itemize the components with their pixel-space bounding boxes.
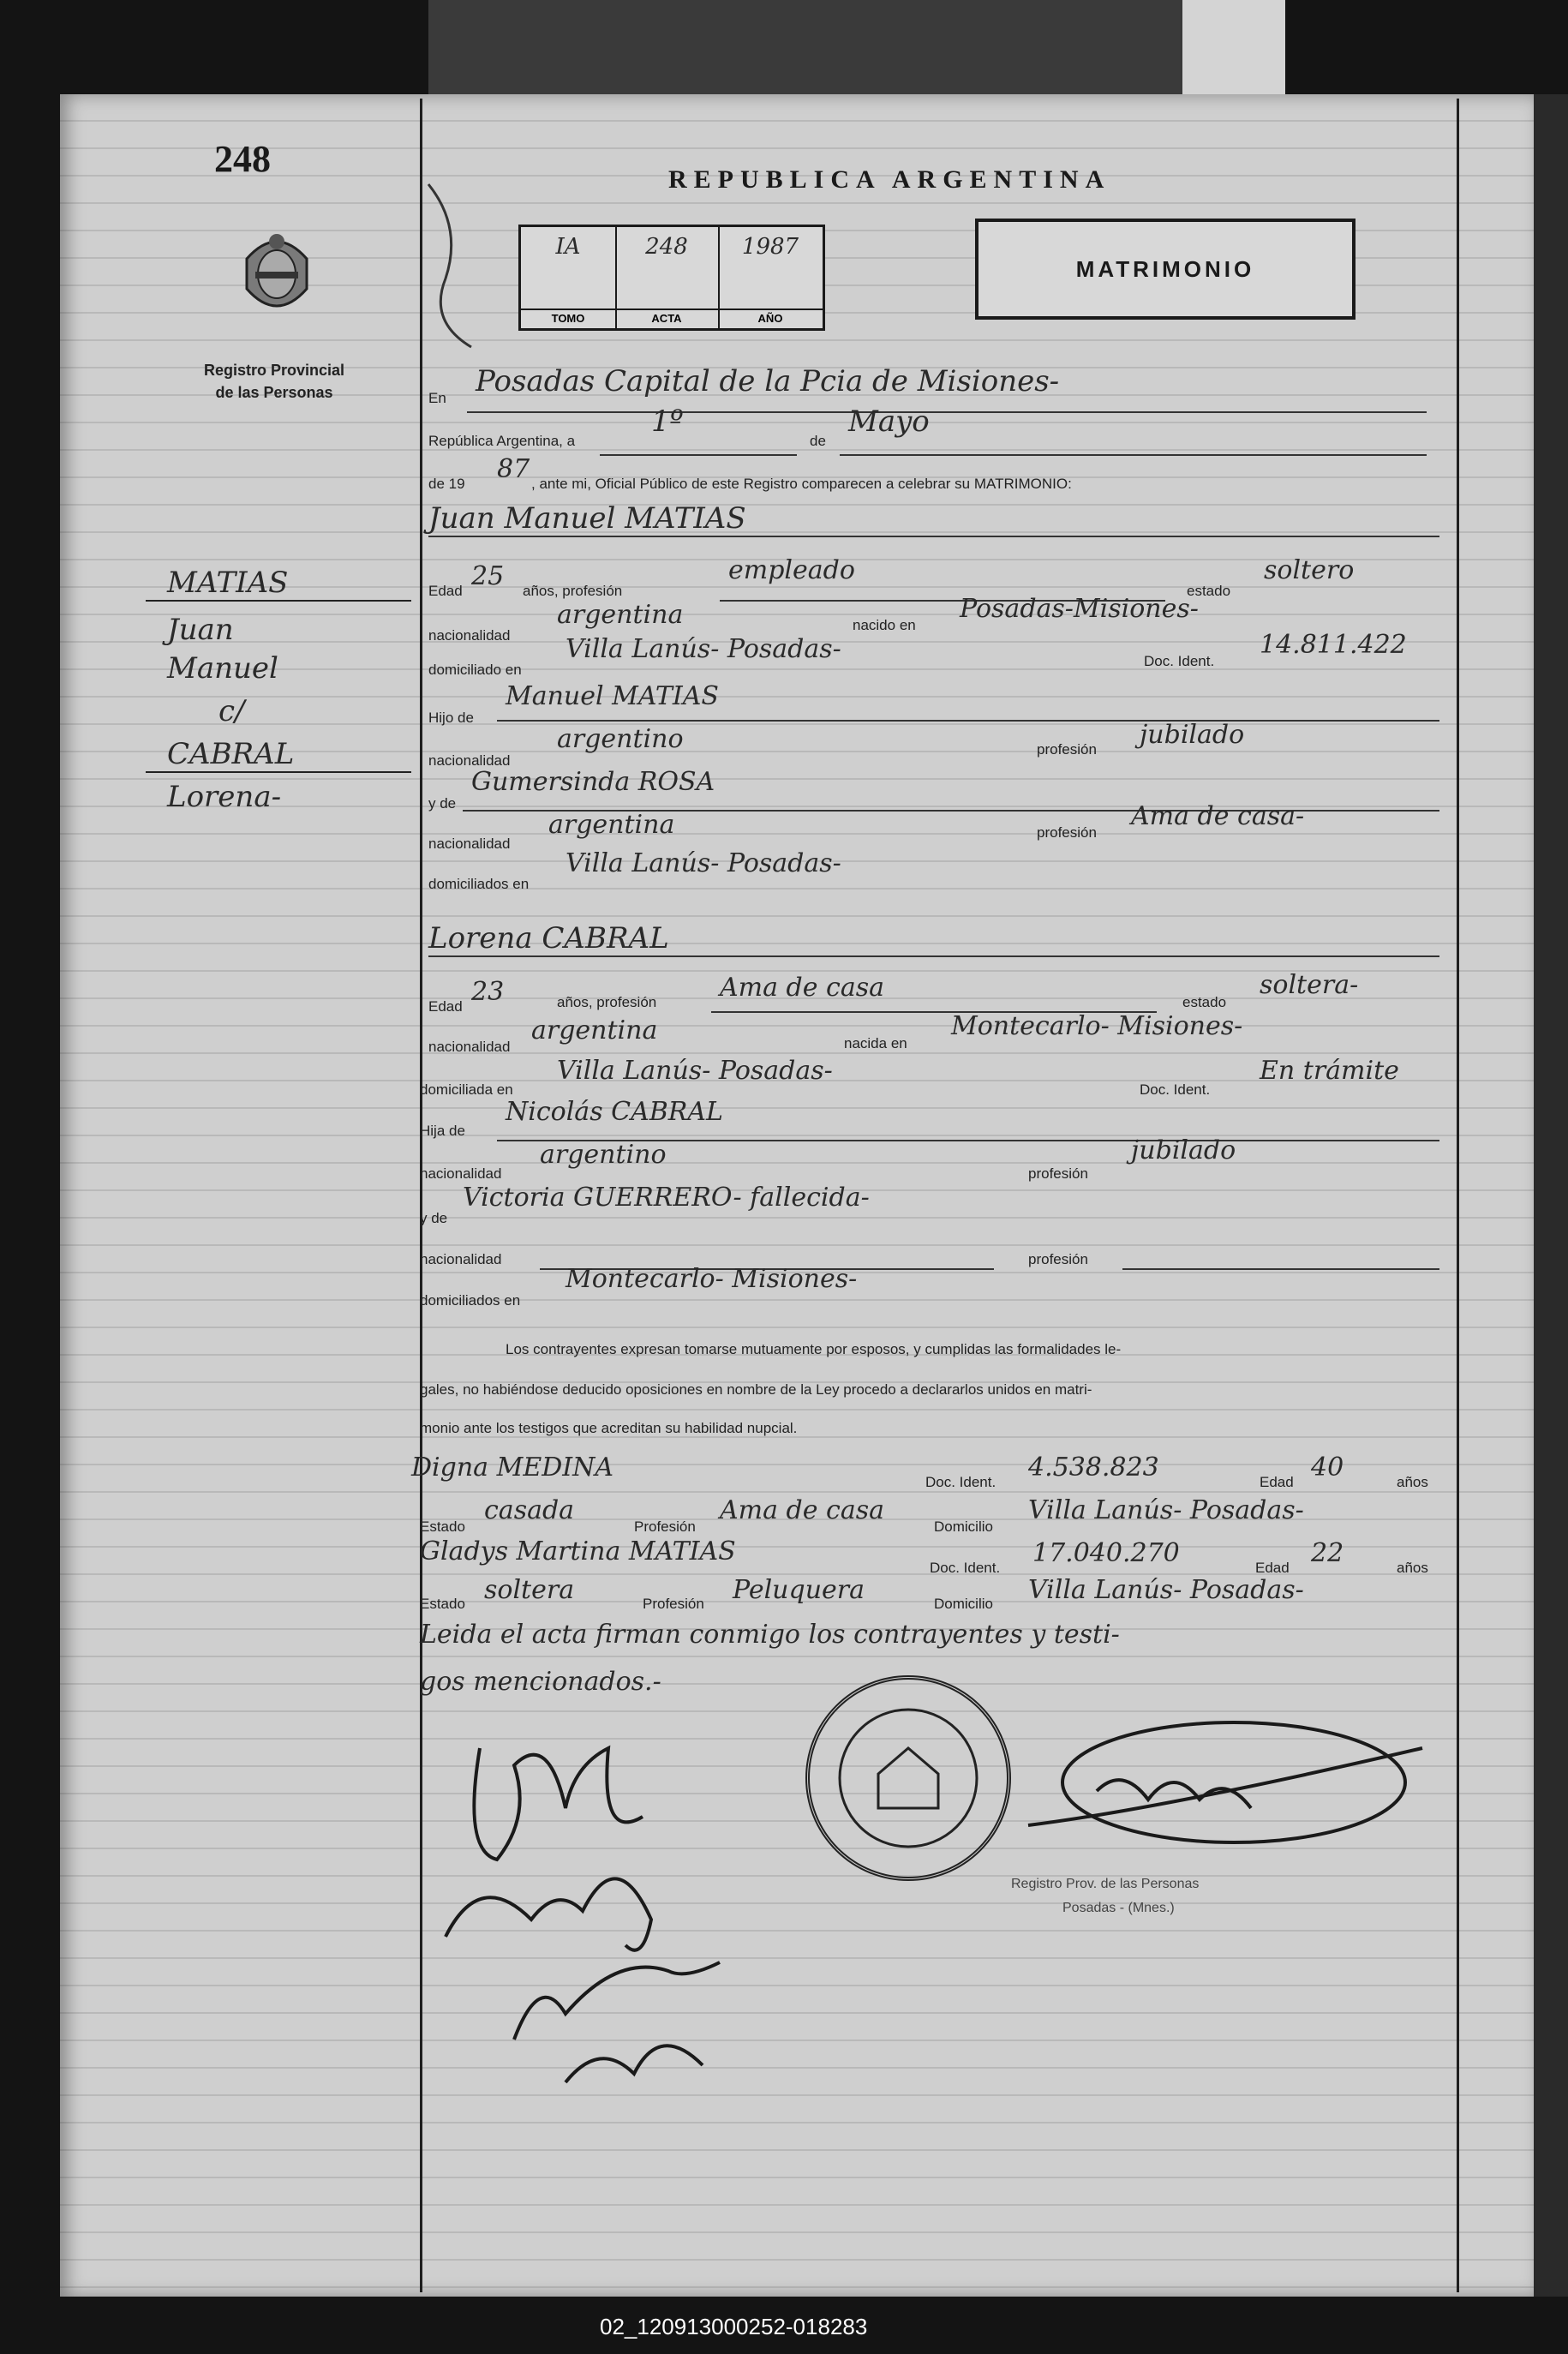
bride-father-name: Nicolás CABRAL <box>506 1097 723 1127</box>
witness2-anios-label: años <box>1397 1560 1428 1576</box>
stamp-line1: Registro Prov. de las Personas <box>1011 1877 1200 1891</box>
margin-name-bride: Lorena- <box>167 780 282 814</box>
rule-line <box>600 454 797 456</box>
bride-nacida-value: Montecarlo- Misiones- <box>951 1011 1243 1041</box>
rule-line <box>428 955 1439 957</box>
bride-nac-value: argentina <box>531 1015 658 1045</box>
book-edge <box>1534 94 1568 2297</box>
bride-estado-value: soltera- <box>1260 970 1359 1000</box>
groom-dom-label: domiciliado en <box>428 662 522 678</box>
anio-cell <box>718 227 823 328</box>
groom-father-nac-label: nacionalidad <box>428 752 511 769</box>
groom-y-de-label: y de <box>428 795 457 812</box>
bride-father-nac-label: nacionalidad <box>420 1165 502 1182</box>
groom-doc-value: 14.811.422 <box>1260 630 1407 660</box>
bride-padres-dom-label: domiciliados en <box>420 1292 521 1309</box>
witness2-estado-value: soltera <box>484 1575 575 1605</box>
bride-dom-label: domiciliada en <box>420 1081 513 1098</box>
page-number: 248 <box>214 138 271 180</box>
witness2-edad-value: 22 <box>1311 1538 1344 1568</box>
background-paper-corner <box>1182 0 1285 94</box>
margin-name-groom-1: Juan <box>167 613 234 647</box>
acta-value: 248 <box>645 234 688 260</box>
groom-doc-label: Doc. Ident. <box>1144 653 1215 669</box>
witness1-doc-label: Doc. Ident. <box>925 1474 996 1490</box>
signatures-left <box>428 1714 737 2108</box>
witness1-anios-label: años <box>1397 1474 1428 1490</box>
margin-conjunction: c/ <box>218 694 245 728</box>
witness2-edad-label: Edad <box>1255 1560 1290 1576</box>
legal-text-line3: monio ante los testigos que acreditan su habilidad nupcial. <box>420 1420 798 1436</box>
background-scrap <box>428 0 1200 94</box>
tomo-cell <box>521 227 617 328</box>
tomo-label: TOMO <box>521 308 615 325</box>
witness1-estado-value: casada <box>484 1495 575 1525</box>
anio-value-line: 87 <box>497 454 530 484</box>
right-border-line <box>1457 99 1459 2292</box>
acta-cell <box>615 227 720 328</box>
witness2-name: Gladys Martina MATIAS <box>420 1536 736 1566</box>
registry-seal <box>805 1675 1011 1881</box>
groom-nacido-value: Posadas-Misiones- <box>960 594 1199 624</box>
groom-father-nac-value: argentino <box>557 724 684 754</box>
record-number-box <box>518 225 825 331</box>
bride-doc-label: Doc. Ident. <box>1140 1081 1211 1098</box>
hijo-label: Hijo de <box>428 710 474 726</box>
registry-name-line1: Registro Provincial <box>203 362 345 379</box>
groom-dom-value: Villa Lanús- Posadas- <box>566 634 841 664</box>
hija-label: Hija de <box>420 1123 465 1139</box>
witness1-prof-label: Profesión <box>634 1518 696 1535</box>
bride-profesion-label: años, profesión <box>557 994 657 1010</box>
witness2-dom-value: Villa Lanús- Posadas- <box>1028 1575 1304 1605</box>
month-value: Mayo <box>848 404 930 439</box>
witness1-edad-label: Edad <box>1260 1474 1294 1490</box>
anio-value: 1987 <box>741 234 799 260</box>
legal-text-line2: gales, no habiéndose deducido oposiciones en nombre de la Ley procedo a declararlos unidos en matri- <box>420 1381 1092 1398</box>
witness2-doc-value: 17.040.270 <box>1032 1538 1180 1568</box>
bride-name: Lorena CABRAL <box>428 921 669 955</box>
closing-line1: Leida el acta firman conmigo los contrayentes y testi- <box>420 1620 1120 1650</box>
margin-rule <box>146 600 411 602</box>
groom-padres-dom-label: domiciliados en <box>428 876 530 892</box>
groom-profesion-value: empleado <box>728 555 855 585</box>
groom-profesion-label: años, profesión <box>523 583 623 599</box>
bride-mother-name: Victoria GUERRERO- fallecida- <box>463 1183 870 1213</box>
groom-mother-nac-label: nacionalidad <box>428 836 511 852</box>
witness1-doc-value: 4.538.823 <box>1028 1453 1159 1482</box>
stamp-line2: Posadas - (Mnes.) <box>1062 1901 1175 1915</box>
anio-label: AÑO <box>718 308 823 325</box>
margin-rule <box>146 771 411 773</box>
groom-estado-value: soltero <box>1264 555 1355 585</box>
margin-surname-bride: CABRAL <box>167 737 295 771</box>
official-signature <box>994 1714 1439 1868</box>
groom-nac-value: argentina <box>557 600 684 630</box>
groom-edad-value: 25 <box>471 561 505 591</box>
witness1-name: Digna MEDINA <box>411 1453 614 1482</box>
bride-mother-prof-label: profesión <box>1028 1251 1088 1267</box>
witness2-dom-label: Domicilio <box>934 1596 993 1612</box>
bride-edad-label: Edad <box>428 998 463 1015</box>
bride-father-prof-label: profesión <box>1028 1165 1088 1182</box>
bride-doc-value: En trámite <box>1260 1056 1399 1086</box>
witness1-edad-value: 40 <box>1311 1453 1344 1482</box>
republica-label: República Argentina, a <box>428 433 576 449</box>
tomo-value: IA <box>555 234 581 260</box>
groom-edad-label: Edad <box>428 583 463 599</box>
bride-dom-value: Villa Lanús- Posadas- <box>557 1056 833 1086</box>
legal-text-line1: Los contrayentes expresan tomarse mutuamente por esposos, y cumplidas las formalidades le- <box>506 1341 1122 1357</box>
groom-mother-name: Gumersinda ROSA <box>471 767 715 797</box>
groom-padres-dom-value: Villa Lanús- Posadas- <box>566 848 841 878</box>
groom-mother-prof-value: Ama de casa- <box>1131 801 1305 831</box>
bride-padres-dom-value: Montecarlo- Misiones- <box>566 1264 858 1294</box>
witness2-prof-value: Peluquera <box>733 1575 865 1605</box>
margin-name-groom-2: Manuel <box>167 651 278 686</box>
bride-mother-nac-label: nacionalidad <box>420 1251 502 1267</box>
closing-line2: gos mencionados.- <box>420 1667 661 1697</box>
margin-surname-groom: MATIAS <box>167 566 289 600</box>
bride-nacida-label: nacida en <box>844 1035 907 1051</box>
rule-line <box>1122 1268 1439 1270</box>
coat-of-arms-icon <box>238 225 315 327</box>
rule-line <box>840 454 1427 456</box>
bride-profesion-value: Ama de casa <box>720 973 884 1003</box>
rule-line <box>428 536 1439 537</box>
witness1-dom-value: Villa Lanús- Posadas- <box>1028 1495 1304 1525</box>
groom-father-prof-label: profesión <box>1037 741 1097 758</box>
witness2-prof-label: Profesión <box>643 1596 704 1612</box>
witness2-estado-label: Estado <box>420 1596 465 1612</box>
groom-nac-label: nacionalidad <box>428 627 511 644</box>
bride-y-de-label: y de <box>420 1210 448 1226</box>
bride-edad-value: 23 <box>471 977 505 1007</box>
groom-mother-prof-label: profesión <box>1037 824 1097 841</box>
groom-father-name: Manuel MATIAS <box>506 681 719 711</box>
groom-estado-label: estado <box>1187 583 1231 599</box>
registry-name-line2: de las Personas <box>215 384 333 401</box>
groom-father-prof-value: jubilado <box>1140 720 1245 750</box>
acta-label: ACTA <box>615 308 718 325</box>
witness1-estado-label: Estado <box>420 1518 465 1535</box>
bride-father-nac-value: argentino <box>540 1140 667 1170</box>
anio-prefix: de 19 <box>428 476 465 492</box>
groom-mother-nac-value: argentina <box>548 810 675 840</box>
rule-line <box>497 720 1439 722</box>
intro-text: , ante mi, Oficial Público de este Registro comparecen a celebrar su MATRIMONIO: <box>531 476 1072 492</box>
margin-divider-line <box>420 99 422 2292</box>
groom-name: Juan Manuel MATIAS <box>428 501 746 536</box>
bride-estado-label: estado <box>1182 994 1227 1010</box>
bride-father-prof-value: jubilado <box>1131 1135 1236 1165</box>
groom-nacido-label: nacido en <box>853 617 916 633</box>
de-label: de <box>810 433 826 449</box>
bride-nac-label: nacionalidad <box>428 1039 511 1055</box>
image-id-caption: 02_120913000252-018283 <box>600 2314 868 2339</box>
en-value: Posadas Capital de la Pcia de Misiones- <box>476 364 1060 398</box>
witness2-doc-label: Doc. Ident. <box>930 1560 1001 1576</box>
country-header: REPUBLICA ARGENTINA <box>668 165 1111 194</box>
rule-line <box>467 411 1427 413</box>
witness1-prof-value: Ama de casa <box>720 1495 884 1525</box>
en-label: En <box>428 390 446 406</box>
witness1-dom-label: Domicilio <box>934 1518 993 1535</box>
day-value: 1º <box>651 404 684 439</box>
record-type-box: MATRIMONIO <box>975 219 1356 320</box>
pen-mark <box>411 176 488 356</box>
